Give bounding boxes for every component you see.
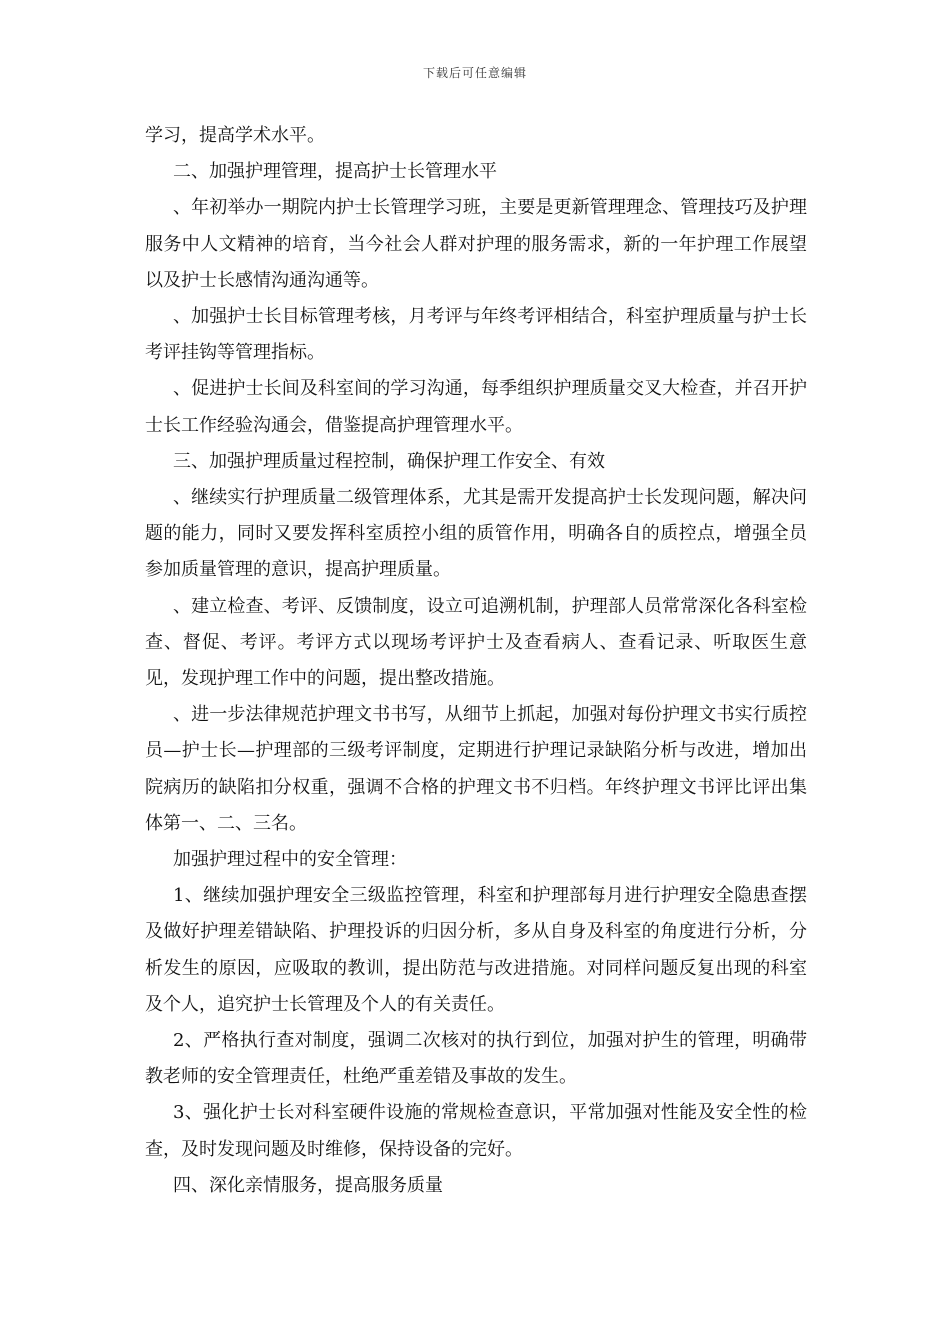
paragraph: 学习，提高学术水平。 xyxy=(145,125,325,146)
document-body xyxy=(145,118,807,1204)
paragraph: 、建立检查、考评、反馈制度，设立可追溯机制，护理部人员常常深化各科室检查、督促、考评。考评方式以现场考评护士及查看病人、查看记录、听取医生意见，发现护理工作中的问题，提出整改措施。 xyxy=(145,595,807,690)
subsection-heading: 加强护理过程中的安全管理： xyxy=(173,849,407,871)
paragraph: 、继续实行护理质量二级管理体系，尤其是需开发提高护士长发现问题，解决问题的能力，同时又要发挥科室质控小组的质管作用，明确各自的质控点，增强全员参加质量管理的意识，提高护理质量。 xyxy=(145,487,807,581)
paragraph: 、促进护士长间及科室间的学习沟通，每季组织护理质量交叉大检查，并召开护士长工作经验沟通会，借鉴提高护理管理水平。 xyxy=(145,378,807,436)
section-heading: 三、加强护理质量过程控制，确保护理工作安全、有效 xyxy=(173,450,605,472)
paragraph: 、进一步法律规范护理文书书写，从细节上抓起，加强对每份护理文书实行质控员—护士长—护理部的三级考评制度，定期进行护理记录缺陷分析与改进，增加出院病历的缺陷扣分权重，强调不合格的护理文书不归档。年终护理文书评比评出集体第一、二、三名。 xyxy=(145,704,807,834)
paragraph: 1、继续加强护理安全三级监控管理，科室和护理部每月进行护理安全隐患查摆及做好护理差错缺陷、护理投诉的归因分析，多从自身及科室的角度进行分析，分析发生的原因，应吸取的教训，提出防范与改进措施。对同样问题反复出现的科室及个人，追究护士长管理及个人的有关责任。 xyxy=(145,885,807,1015)
paragraph: 、加强护士长目标管理考核，月考评与年终考评相结合，科室护理质量与护士长考评挂钩等管理指标。 xyxy=(145,306,807,364)
paragraph: 3、强化护士长对科室硬件设施的常规检查意识，平常加强对性能及安全性的检查，及时发现问题及时维修，保持设备的完好。 xyxy=(145,1102,807,1160)
paragraph: 2、严格执行查对制度，强调二次核对的执行到位，加强对护生的管理，明确带教老师的安全管理责任，杜绝严重差错及事故的发生。 xyxy=(145,1030,807,1088)
section-heading: 二、加强护理管理，提高护士长管理水平 xyxy=(173,161,497,183)
section-heading: 四、深化亲情服务，提高服务质量 xyxy=(173,1174,443,1196)
paragraph: 、年初举办一期院内护士长管理学习班，主要是更新管理理念、管理技巧及护理服务中人文精神的培育，当今社会人群对护理的服务需求，新的一年护理工作展望以及护士长感情沟通沟通等。 xyxy=(145,197,807,291)
page-header: 下载后可任意编辑 xyxy=(422,66,527,80)
